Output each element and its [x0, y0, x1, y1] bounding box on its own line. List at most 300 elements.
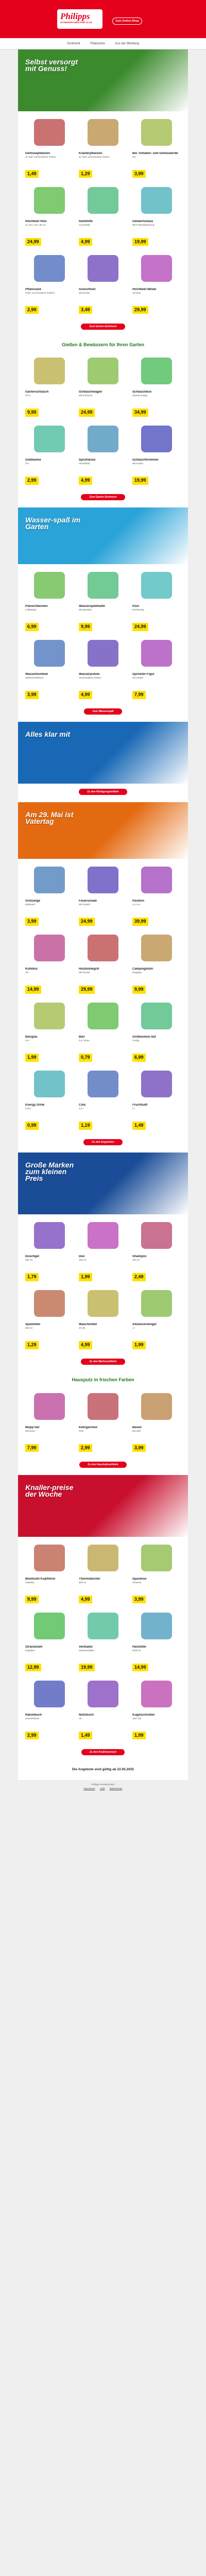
- product-name: Schlauchtrommel: [132, 459, 159, 462]
- product-name: Cola: [79, 1104, 86, 1107]
- price-block: [132, 168, 148, 178]
- price-tag: 19,99: [79, 1664, 95, 1671]
- product-image[interactable]: [79, 635, 127, 671]
- product-card[interactable]: [132, 1540, 181, 1608]
- product-name: Ventilator: [79, 1645, 93, 1649]
- product-card[interactable]: [25, 182, 74, 250]
- product-card[interactable]: [79, 1540, 127, 1608]
- product-name: Gewächshaus: [132, 220, 153, 223]
- product-desc: 300 ml: [132, 1259, 140, 1262]
- price-block: [25, 689, 41, 699]
- product-name: Bluetooth Kopfhörer: [25, 1577, 56, 1581]
- product-name: Hochbeet Holz: [25, 220, 47, 223]
- price-tag: 24,99: [79, 918, 95, 925]
- legal-links: [25, 1787, 181, 1790]
- product-image[interactable]: [79, 421, 127, 457]
- product-image-shape: [34, 358, 65, 384]
- product-desc: 10 l: [25, 462, 29, 465]
- product-card[interactable]: [25, 635, 74, 703]
- product-card[interactable]: [25, 1388, 74, 1456]
- product-image-shape: [34, 1071, 65, 1097]
- product-name: Grillbesteck-Set: [132, 1036, 156, 1039]
- section-water: [18, 507, 188, 722]
- price-tag: 1,79: [25, 1273, 39, 1281]
- section-knaller: [18, 1475, 188, 1762]
- banner-title: Am 29. Mai ist Vatertag: [25, 810, 74, 826]
- product-image-shape: [88, 1222, 118, 1249]
- section-cleanbanner: [18, 722, 188, 802]
- product-image[interactable]: [25, 421, 74, 457]
- product-image[interactable]: [25, 114, 74, 150]
- product-image-shape: [34, 1290, 65, 1317]
- banner-title: Alles klar mit: [25, 730, 71, 739]
- product-name: Gemüsepflanzen: [25, 152, 50, 155]
- product-desc: Für Kinder: [132, 676, 144, 680]
- section-cta-button[interactable]: Zu den Haushaltsartikeln: [79, 1462, 126, 1468]
- product-image[interactable]: [25, 1540, 74, 1576]
- nav-werbung[interactable]: Aus der Werbung: [115, 42, 139, 45]
- section-cta-button[interactable]: Zu den Reinigungsmitteln: [79, 789, 127, 795]
- product-image-shape: [34, 867, 65, 893]
- banner-title: Große Marken zum kleinen Preis: [25, 1161, 74, 1183]
- product-desc: 40 l: [132, 156, 136, 158]
- product-card[interactable]: [79, 1217, 127, 1285]
- product-desc: 1 l: [132, 1107, 135, 1110]
- price-block: [79, 984, 94, 994]
- product-name: Wasserbomben: [25, 673, 48, 676]
- product-image[interactable]: [25, 1388, 74, 1425]
- product-name: Anzuchtset: [79, 288, 96, 291]
- product-image[interactable]: [25, 930, 74, 966]
- price-tag: 3,99: [132, 1596, 146, 1603]
- product-card[interactable]: [25, 1540, 74, 1608]
- product-name: Sprinkler-Figur: [132, 673, 155, 676]
- product-name: Bio Tomaten- und Gemüseerde: [132, 152, 178, 155]
- legal-footer: [18, 1780, 188, 1793]
- price-tag: 39,99: [132, 918, 148, 925]
- product-image[interactable]: [25, 1217, 74, 1253]
- price-tag: 9,99: [25, 1596, 39, 1603]
- section-banner: [18, 1475, 188, 1537]
- product-desc: Mit Sprinkler: [79, 608, 92, 612]
- price-block: [132, 1339, 148, 1349]
- product-image[interactable]: [79, 114, 127, 150]
- product-name: Strandstuhl: [25, 1645, 43, 1649]
- product-name: Kühlbox: [25, 968, 38, 971]
- product-desc: Kabellos: [25, 1581, 35, 1584]
- product-desc: 0,25 l: [25, 1107, 31, 1110]
- product-name: Thermobecher: [79, 1577, 100, 1581]
- product-card[interactable]: [25, 1285, 74, 1353]
- price-block: [79, 689, 94, 699]
- product-card[interactable]: [79, 182, 127, 250]
- section-cta-button[interactable]: Zu den Knallerpreisen: [81, 1749, 125, 1755]
- product-image[interactable]: [79, 1388, 127, 1425]
- price-block: [132, 984, 148, 994]
- product-card[interactable]: [25, 1608, 74, 1676]
- product-image-shape: [34, 935, 65, 961]
- section-father: [18, 802, 188, 1153]
- product-image[interactable]: [132, 635, 181, 671]
- product-card[interactable]: [79, 1285, 127, 1353]
- product-image[interactable]: [25, 1285, 74, 1321]
- product-image[interactable]: [79, 1540, 127, 1576]
- product-name: Feuerschale: [79, 900, 97, 903]
- product-image[interactable]: [132, 1608, 181, 1644]
- product-card[interactable]: [25, 1676, 74, 1744]
- price-tag: 1,19: [79, 1122, 92, 1129]
- product-name: Planschbecken: [25, 605, 48, 608]
- product-image[interactable]: [79, 930, 127, 966]
- price-tag: 12,99: [25, 1664, 41, 1671]
- product-card[interactable]: [25, 250, 74, 318]
- price-tag: 3,99: [132, 170, 146, 178]
- product-image[interactable]: [132, 998, 181, 1034]
- price-block: [25, 1052, 41, 1062]
- product-desc: ca. 80 x 40 x 38 cm: [25, 224, 46, 226]
- product-image-shape: [141, 255, 172, 282]
- product-image[interactable]: [79, 182, 127, 218]
- price-block: [132, 406, 148, 417]
- product-image-shape: [88, 867, 118, 893]
- logo-subtext: SCHNÄPPCHEN FÜR ALLE: [60, 21, 93, 24]
- legal-link-agb[interactable]: AGB: [99, 1787, 105, 1790]
- price-block: [25, 236, 41, 246]
- product-image-shape: [88, 1545, 118, 1571]
- button-row: [18, 1744, 188, 1757]
- product-image[interactable]: [79, 862, 127, 898]
- price-block: [79, 1730, 94, 1740]
- product-name: Spülmittel: [25, 1323, 41, 1327]
- product-desc: Sammelband: [25, 1717, 40, 1720]
- price-tag: 24,99: [132, 623, 148, 631]
- product-grid: [18, 1537, 188, 1744]
- price-tag: 1,99: [25, 1054, 39, 1061]
- price-block: [25, 406, 41, 417]
- price-block: [79, 304, 94, 314]
- product-card[interactable]: [132, 567, 181, 635]
- product-card[interactable]: [79, 862, 127, 930]
- price-block: [132, 1730, 148, 1740]
- product-card[interactable]: [132, 114, 181, 182]
- product-card[interactable]: [132, 182, 181, 250]
- product-card[interactable]: [25, 1066, 74, 1134]
- price-block: [79, 621, 94, 631]
- product-desc: Selbstschließend: [25, 676, 43, 680]
- product-card[interactable]: [132, 862, 181, 930]
- price-block: [132, 1120, 148, 1130]
- product-image[interactable]: [79, 567, 127, 603]
- product-name: Holzkohlegrill: [79, 968, 99, 971]
- product-name: Campingstuhl: [132, 968, 153, 971]
- product-card[interactable]: [132, 1285, 181, 1353]
- price-tag: 3,99: [25, 918, 39, 925]
- product-image-shape: [34, 640, 65, 667]
- product-image[interactable]: [79, 1676, 127, 1712]
- logo[interactable]: [57, 9, 102, 29]
- product-image[interactable]: [132, 182, 181, 218]
- product-image-shape: [88, 187, 118, 214]
- product-image[interactable]: [132, 114, 181, 150]
- product-desc: Edelstahl: [25, 903, 35, 906]
- price-tag: 24,99: [25, 238, 41, 246]
- product-image[interactable]: [132, 421, 181, 457]
- product-desc: Verzinkt: [132, 292, 141, 294]
- product-desc: Mit Kurbel: [132, 462, 143, 465]
- product-desc: 0,5 l Dose: [79, 1039, 90, 1042]
- product-image[interactable]: [132, 567, 181, 603]
- product-card[interactable]: [25, 998, 74, 1066]
- product-name: Wasserpistole: [79, 673, 100, 676]
- legal-link-datenschutz[interactable]: Datenschutz: [109, 1787, 123, 1790]
- product-desc: Aus Metall: [79, 224, 90, 226]
- product-card[interactable]: [79, 1388, 127, 1456]
- product-image[interactable]: [132, 1540, 181, 1576]
- product-image-shape: [88, 119, 118, 146]
- product-image-shape: [88, 572, 118, 599]
- price-block: [79, 1339, 94, 1349]
- price-block: [132, 689, 148, 699]
- product-image-shape: [88, 935, 118, 961]
- product-image[interactable]: [132, 1388, 181, 1425]
- product-name: Energy Drink: [25, 1104, 45, 1107]
- product-image-shape: [141, 426, 172, 452]
- product-name: Spardose: [132, 1577, 147, 1581]
- price-block: [132, 1052, 148, 1062]
- product-card[interactable]: [132, 998, 181, 1066]
- product-desc: 10er Set: [132, 1717, 142, 1720]
- price-tag: 2,49: [132, 1273, 146, 1281]
- nav-filialsuche[interactable]: Filialsuche: [90, 42, 105, 45]
- product-name: Waschmittel: [79, 1323, 97, 1327]
- product-card[interactable]: [132, 1608, 181, 1676]
- section-cta-button[interactable]: Zum Garten-Sortiment: [81, 324, 125, 330]
- online-shop-button[interactable]: Zum Online-Shop: [112, 18, 142, 25]
- product-card[interactable]: [79, 250, 127, 318]
- product-name: Deo: [79, 1255, 85, 1259]
- product-image[interactable]: [25, 182, 74, 218]
- product-image[interactable]: [132, 1676, 181, 1712]
- price-tag: 6,99: [132, 1054, 146, 1061]
- product-card[interactable]: [79, 635, 127, 703]
- product-card[interactable]: [132, 1217, 181, 1285]
- price-tag: 1,49: [25, 170, 39, 178]
- price-block: [79, 1442, 94, 1452]
- section-cta-button[interactable]: Zu den Markenartikeln: [81, 1359, 125, 1365]
- price-block: [79, 1594, 94, 1604]
- product-image[interactable]: [79, 998, 127, 1034]
- price-block: [79, 236, 94, 246]
- product-image[interactable]: [79, 250, 127, 286]
- product-desc: 250 ml: [25, 1259, 32, 1262]
- price-tag: 9,99: [25, 409, 39, 416]
- product-desc: Rechteckig: [132, 608, 144, 612]
- price-block: [25, 1730, 41, 1740]
- product-image[interactable]: [132, 862, 181, 898]
- product-card[interactable]: [25, 930, 74, 998]
- product-card[interactable]: [79, 1066, 127, 1134]
- section-brands: [18, 1153, 188, 1372]
- product-image[interactable]: [132, 1285, 181, 1321]
- product-name: Wasserspielmatte: [79, 605, 105, 608]
- price-block: [132, 474, 148, 485]
- price-tag: 9,99: [79, 623, 92, 631]
- product-name: Heizlüfter: [132, 1645, 147, 1649]
- section-banner: [18, 507, 188, 564]
- button-row: [18, 1456, 188, 1470]
- product-image[interactable]: [25, 250, 74, 286]
- product-name: Hochbeet Metall: [132, 288, 157, 291]
- product-card[interactable]: [79, 567, 127, 635]
- product-card[interactable]: [132, 930, 181, 998]
- product-card[interactable]: [132, 421, 181, 489]
- price-tag: 4,99: [79, 691, 92, 699]
- product-image[interactable]: [132, 930, 181, 966]
- product-image-shape: [34, 426, 65, 452]
- nav-sortiment[interactable]: Sortiment: [67, 42, 80, 45]
- product-desc: 20 WL: [79, 1327, 86, 1330]
- product-name: Shampoo: [132, 1255, 147, 1259]
- price-block: [79, 406, 94, 417]
- product-desc: 20 m: [25, 394, 31, 397]
- product-image-shape: [34, 1545, 65, 1571]
- product-card[interactable]: [25, 1217, 74, 1285]
- product-card[interactable]: [79, 930, 127, 998]
- product-image[interactable]: [25, 998, 74, 1034]
- product-card[interactable]: [25, 567, 74, 635]
- product-card[interactable]: [79, 114, 127, 182]
- price-block: [132, 236, 148, 246]
- legal-link-impressum[interactable]: Impressum: [83, 1787, 95, 1790]
- product-image-shape: [88, 426, 118, 452]
- section-cta-button[interactable]: Zum Wasserspaß: [84, 708, 122, 715]
- price-block: [132, 1442, 148, 1452]
- product-card[interactable]: [79, 1608, 127, 1676]
- button-row: [18, 1134, 188, 1147]
- product-name: Pavillon: [132, 900, 145, 903]
- section-cta-button[interactable]: Zu den Angeboten: [83, 1139, 123, 1145]
- price-tag: 1,99: [79, 1273, 92, 1281]
- product-card[interactable]: [132, 1676, 181, 1744]
- product-image[interactable]: [25, 1066, 74, 1102]
- price-tag: 1,99: [132, 1732, 146, 1739]
- product-image[interactable]: [79, 1285, 127, 1321]
- product-image[interactable]: [25, 1676, 74, 1712]
- top-nav: [0, 38, 206, 49]
- section-cta-button[interactable]: Zum Garten-Sortiment: [81, 494, 125, 500]
- product-image[interactable]: [25, 353, 74, 389]
- product-card[interactable]: [79, 1676, 127, 1744]
- product-image[interactable]: [25, 635, 74, 671]
- product-card[interactable]: [25, 114, 74, 182]
- banner-title: Selbst versorgt mit Genuss!: [25, 58, 78, 73]
- product-card[interactable]: [132, 635, 181, 703]
- price-block: [25, 984, 41, 994]
- price-tag: 4,99: [79, 238, 92, 246]
- price-tag: 6,99: [25, 623, 39, 631]
- section-banner: [18, 802, 188, 859]
- price-tag: 4,99: [79, 1596, 92, 1603]
- product-card[interactable]: [132, 1066, 181, 1134]
- product-image[interactable]: [79, 353, 127, 389]
- price-tag: 2,99: [25, 1732, 39, 1739]
- price-block: [25, 1594, 41, 1604]
- price-block: [132, 916, 148, 926]
- product-card[interactable]: [132, 1388, 181, 1456]
- product-desc: 400 ml: [79, 1581, 86, 1584]
- product-desc: Verstellbar: [79, 462, 90, 465]
- product-card[interactable]: [25, 421, 74, 489]
- product-name: Mopp-Set: [25, 1426, 40, 1429]
- product-image[interactable]: [132, 353, 181, 389]
- product-image-shape: [141, 1545, 172, 1571]
- product-desc: Klappbar: [25, 1649, 35, 1652]
- product-card[interactable]: [79, 998, 127, 1066]
- price-block: [132, 304, 148, 314]
- price-tag: 3,99: [132, 1444, 146, 1452]
- price-tag: 19,99: [132, 477, 148, 484]
- product-desc: 2000 W: [132, 1649, 141, 1652]
- product-image[interactable]: [132, 1217, 181, 1253]
- product-card[interactable]: [132, 353, 181, 421]
- product-card[interactable]: [79, 353, 127, 421]
- product-image[interactable]: [25, 567, 74, 603]
- price-tag: 34,99: [132, 409, 148, 416]
- price-block: [25, 621, 41, 631]
- product-desc: Je Topf, verschiedene Sorten: [25, 156, 56, 158]
- product-image[interactable]: [132, 1066, 181, 1102]
- product-image[interactable]: [132, 250, 181, 286]
- product-desc: 500 ml: [25, 1327, 32, 1330]
- price-tag: 24,99: [79, 409, 95, 416]
- product-desc: 3 x 3 m: [132, 903, 141, 906]
- product-image-shape: [141, 187, 172, 214]
- product-name: Allzweckreiniger: [132, 1323, 157, 1327]
- product-desc: Aufblasbar: [25, 608, 37, 612]
- product-image-shape: [88, 358, 118, 384]
- product-image-shape: [34, 255, 65, 282]
- section-heading: Gießen & Bewässern für Ihren Garten: [18, 337, 188, 350]
- price-tag: 2,99: [25, 306, 39, 314]
- product-card[interactable]: [25, 862, 74, 930]
- price-tag: 0,79: [79, 1054, 92, 1061]
- product-name: Duschgel: [25, 1255, 40, 1259]
- price-block: [25, 1339, 41, 1349]
- product-desc: Standventilator: [79, 1649, 95, 1652]
- product-name: Notizbuch: [79, 1713, 94, 1717]
- product-image-shape: [34, 1222, 65, 1249]
- button-row: [18, 489, 188, 502]
- product-image[interactable]: [25, 862, 74, 898]
- product-card[interactable]: [132, 250, 181, 318]
- product-image[interactable]: [79, 1217, 127, 1253]
- product-desc: Mit Gestell: [79, 903, 90, 906]
- price-tag: 3,99: [25, 691, 39, 699]
- section-house: [18, 1372, 188, 1475]
- price-block: [25, 1662, 41, 1672]
- product-image-shape: [141, 1290, 172, 1317]
- product-image-shape: [88, 1613, 118, 1639]
- product-image[interactable]: [25, 1608, 74, 1644]
- product-desc: 0,5 l: [25, 1039, 30, 1042]
- product-image-shape: [141, 1393, 172, 1420]
- product-name: Grillzange: [25, 900, 41, 903]
- product-image[interactable]: [79, 1608, 127, 1644]
- product-card[interactable]: [79, 421, 127, 489]
- product-image[interactable]: [79, 1066, 127, 1102]
- product-card[interactable]: [25, 353, 74, 421]
- price-tag: 0,99: [25, 1122, 39, 1129]
